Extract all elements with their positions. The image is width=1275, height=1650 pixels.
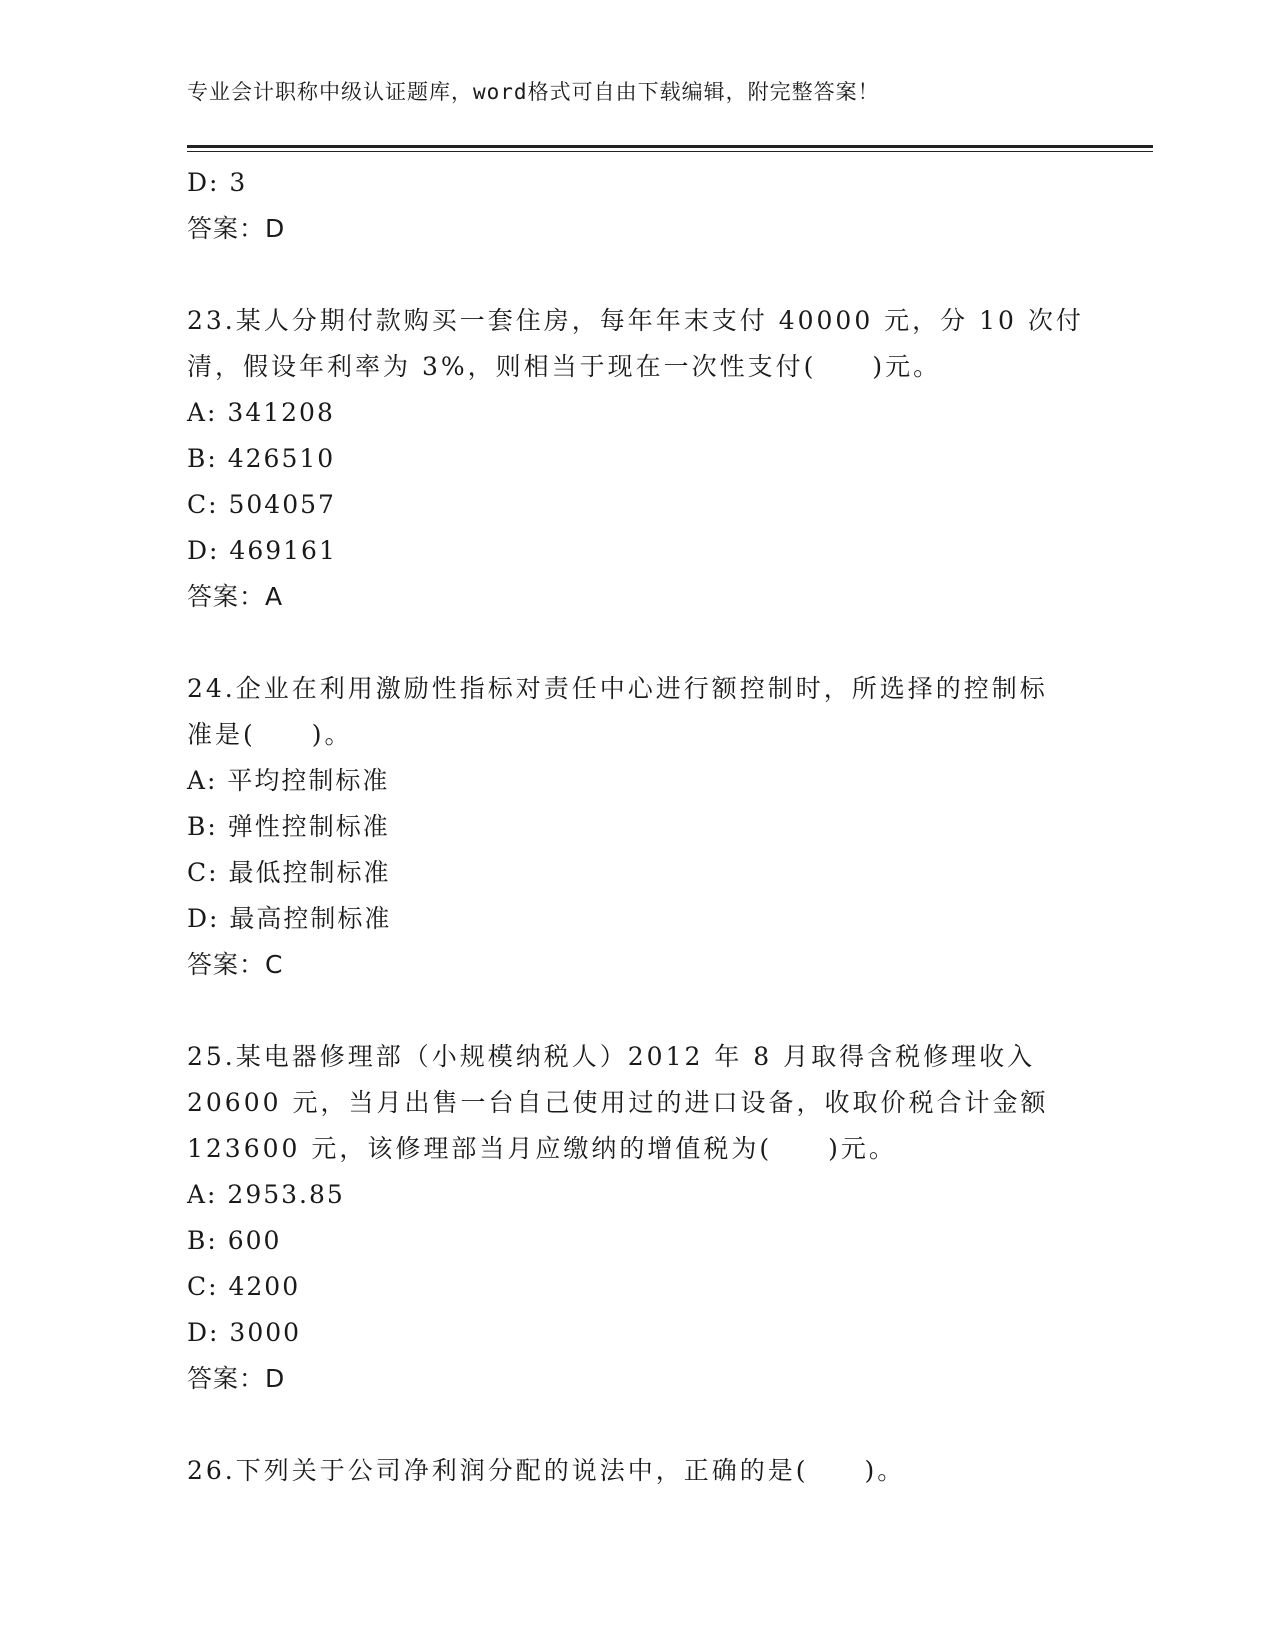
option-b: B: 弹性控制标准	[187, 812, 390, 841]
prev-answer: 答案：D	[187, 214, 286, 243]
header-rule	[187, 145, 1153, 148]
question-24-stem-1: 24.企业在利用激励性指标对责任中心进行额控制时，所选择的控制标	[187, 674, 1048, 703]
question-23-stem-1: 23.某人分期付款购买一套住房，每年年末支付 40000 元，分 10 次付	[187, 306, 1084, 335]
question-24	[187, 666, 1087, 988]
page-header: 专业会计职称中级认证题库，word格式可自由下载编辑，附完整答案！	[187, 80, 880, 104]
question-25-stem-3: 123600 元，该修理部当月应缴纳的增值税为( )元。	[187, 1134, 897, 1163]
option-b: B: 600	[187, 1226, 282, 1255]
question-25-stem-1: 25.某电器修理部（小规模纳税人）2012 年 8 月取得含税修理收入	[187, 1042, 1036, 1071]
question-23	[187, 298, 1087, 620]
option-c: C: 最低控制标准	[187, 858, 391, 887]
option-a: A: 平均控制标准	[187, 766, 390, 795]
answer: 答案：C	[187, 950, 284, 979]
question-26	[187, 1448, 1087, 1494]
option-b: B: 426510	[187, 444, 336, 473]
option-c: C: 4200	[187, 1272, 301, 1301]
option-a: A: 2953.85	[187, 1180, 345, 1209]
question-list	[187, 160, 1087, 1494]
option-d: D: 最高控制标准	[187, 904, 392, 933]
question-25-stem-2: 20600 元，当月出售一台自己使用过的进口设备，收取价税合计金额	[187, 1088, 1049, 1117]
question-23-stem-2: 清，假设年利率为 3%，则相当于现在一次性支付( )元。	[187, 352, 942, 381]
question-24-stem-2: 准是( )。	[187, 720, 353, 749]
option-d: D: 3000	[187, 1318, 302, 1347]
answer: 答案：A	[187, 582, 284, 611]
question-25	[187, 1034, 1087, 1402]
option-d: D: 469161	[187, 536, 337, 565]
option-a: A: 341208	[187, 398, 335, 427]
answer: 答案：D	[187, 1364, 286, 1393]
question-26-stem-1: 26.下列关于公司净利润分配的说法中，正确的是( )。	[187, 1456, 906, 1485]
header-rule-thin	[187, 151, 1153, 152]
prev-option-d: D: 3	[187, 168, 248, 197]
option-c: C: 504057	[187, 490, 336, 519]
